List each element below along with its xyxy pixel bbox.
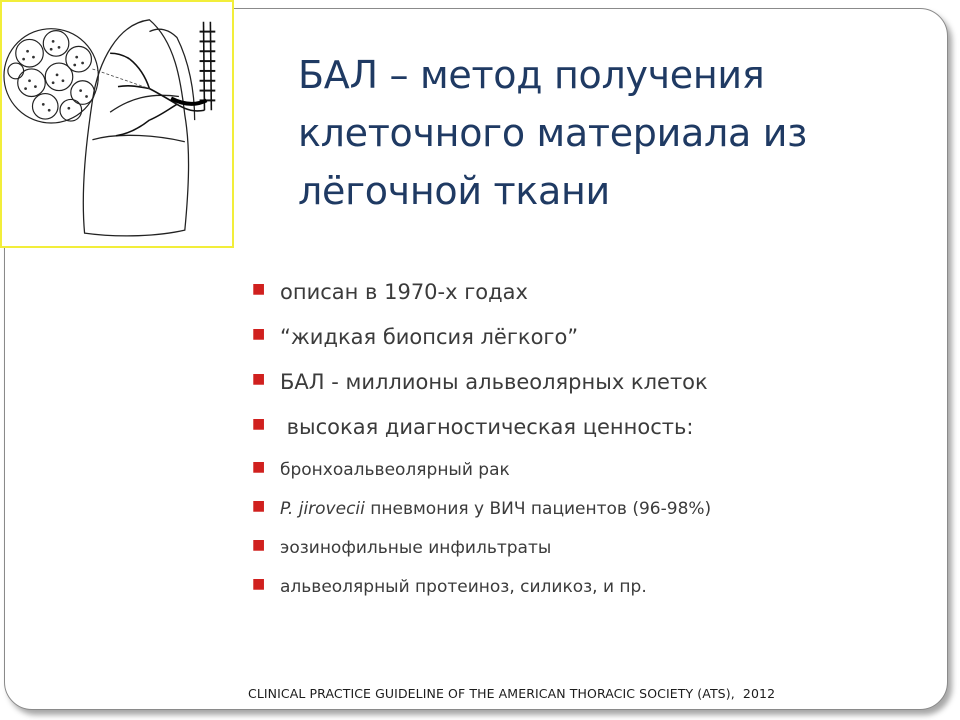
source-citation: CLINICAL PRACTICE GUIDELINE OF THE AMERICAN THORACIC SOCIETY (ATS), 2012 xyxy=(248,686,776,701)
bullet-icon: ■ xyxy=(252,371,266,387)
bullet-icon: ■ xyxy=(252,498,266,514)
title-line: лёгочной ткани xyxy=(298,169,610,213)
title-line: клеточного материала из xyxy=(298,111,808,155)
bullet-icon: ■ xyxy=(252,576,266,592)
list-item xyxy=(252,272,892,317)
lung-lavage-drawing-icon xyxy=(2,2,232,246)
bullet-icon: ■ xyxy=(252,537,266,553)
list-item xyxy=(252,317,892,362)
bullet-text: БАЛ - миллионы альвеолярных клеток xyxy=(280,370,708,394)
list-item xyxy=(252,530,892,569)
bullet-icon: ■ xyxy=(252,459,266,475)
lung-illustration xyxy=(0,0,234,248)
bullet-text: высокая диагностическая ценность: xyxy=(280,415,694,439)
bullet-list xyxy=(252,272,892,608)
bullet-text: бронхоальвеолярный рак xyxy=(280,460,510,480)
bullet-icon: ■ xyxy=(252,416,266,432)
bullet-icon: ■ xyxy=(252,281,266,297)
list-item xyxy=(252,452,892,491)
species-name: P. jirovecii xyxy=(280,499,365,519)
bullet-icon: ■ xyxy=(252,326,266,342)
bullet-text: “жидкая биопсия лёгкого” xyxy=(280,325,579,349)
bullet-text: эозинофильные инфильтраты xyxy=(280,538,552,558)
list-item xyxy=(252,407,892,452)
list-item xyxy=(252,362,892,407)
bullet-text: описан в 1970-х годах xyxy=(280,280,528,304)
title-line: БАЛ – метод получения xyxy=(298,53,765,97)
bullet-text: альвеолярный протеиноз, силикоз, и пр. xyxy=(280,577,647,597)
page-title xyxy=(298,46,858,220)
list-item xyxy=(252,569,892,608)
list-item xyxy=(252,491,892,530)
bullet-text: пневмония у ВИЧ пациентов (96-98%) xyxy=(364,499,712,519)
